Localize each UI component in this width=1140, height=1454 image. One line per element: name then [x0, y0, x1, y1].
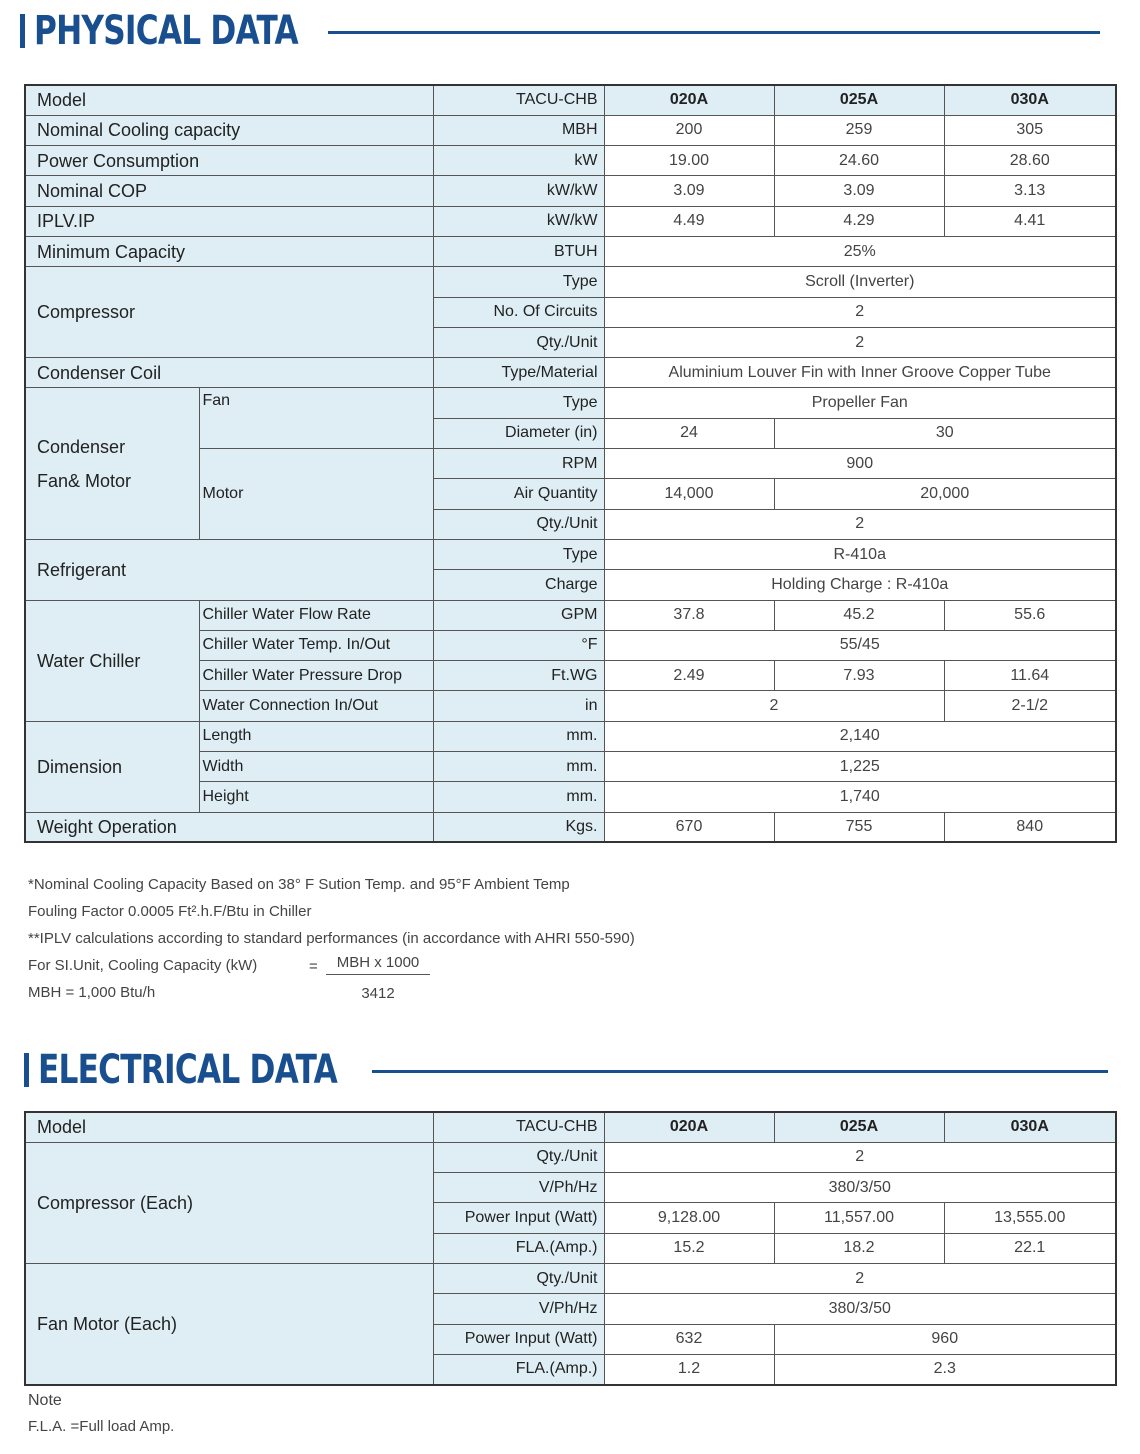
table-row	[25, 236, 1116, 266]
cell-value: 900	[604, 449, 1116, 479]
cell-value: 2	[604, 509, 1116, 539]
cell-value: 259	[774, 115, 944, 145]
model-025a: 025A	[774, 85, 944, 115]
cell-value: 2-1/2	[944, 691, 1116, 721]
cell-value: 4.29	[774, 206, 944, 236]
cell-value: 380/3/50	[604, 1294, 1116, 1324]
table-row	[25, 206, 1116, 236]
physical-data-header	[20, 6, 1120, 56]
cell-value: 2	[604, 691, 944, 721]
width-label: Width	[199, 752, 433, 782]
chiller-pd-label: Chiller Water Pressure Drop	[199, 661, 433, 691]
nominal-cooling-label: Nominal Cooling capacity	[25, 115, 433, 145]
cell-value: 755	[774, 812, 944, 842]
physical-data-title: PHYSICAL DATA	[34, 8, 298, 54]
compressor-qty-unit: Qty./Unit	[433, 327, 604, 357]
cell-value: 20,000	[774, 479, 1116, 509]
table-row	[25, 812, 1116, 842]
chiller-flow-label: Chiller Water Flow Rate	[199, 600, 433, 630]
compressor-label: Compressor	[25, 267, 433, 358]
note-line: *Nominal Cooling Capacity Based on 38° F Sution Temp. and 95°F Ambient Temp	[28, 876, 570, 893]
cell-value: 2.3	[774, 1354, 1116, 1384]
section-bar-icon	[24, 1053, 29, 1087]
cell-value: 380/3/50	[604, 1173, 1116, 1203]
comp-fla-unit: FLA.(Amp.)	[433, 1233, 604, 1263]
cell-value: 22.1	[944, 1233, 1116, 1263]
iplv-label: IPLV.IP	[25, 206, 433, 236]
cell-value: 11.64	[944, 661, 1116, 691]
cell-value: 200	[604, 115, 774, 145]
min-capacity-unit: BTUH	[433, 236, 604, 266]
compressor-each-label: Compressor (Each)	[25, 1142, 433, 1263]
table-row	[25, 115, 1116, 145]
weight-unit: Kgs.	[433, 812, 604, 842]
cell-value: 9,128.00	[604, 1203, 774, 1233]
cell-value: 2.49	[604, 661, 774, 691]
condenser-fan-label-line2: Fan& Motor	[37, 470, 132, 491]
table-row	[25, 1263, 1116, 1293]
table-row	[25, 721, 1116, 751]
cell-value: 670	[604, 812, 774, 842]
condenser-coil-unit: Type/Material	[433, 358, 604, 388]
model-020a: 020A	[604, 85, 774, 115]
height-label: Height	[199, 782, 433, 812]
table-row	[25, 539, 1116, 569]
cell-value: 3.13	[944, 176, 1116, 206]
note-line: MBH = 1,000 Btu/h	[28, 984, 156, 1001]
cell-value: 11,557.00	[774, 1203, 944, 1233]
table-row	[25, 1142, 1116, 1172]
chiller-conn-label: Water Connection In/Out	[199, 691, 433, 721]
table-row	[25, 388, 1116, 418]
section-rule	[328, 31, 1100, 34]
motor-qty-unit: Qty./Unit	[433, 509, 604, 539]
note-text: F.L.A. =Full load Amp.	[28, 1418, 175, 1435]
electrical-note	[28, 1388, 174, 1440]
condenser-coil-label: Condenser Coil	[25, 358, 433, 388]
cell-value: 24	[604, 418, 774, 448]
power-consumption-unit: kW	[433, 146, 604, 176]
motor-air-unit: Air Quantity	[433, 479, 604, 509]
chiller-flow-unit: GPM	[433, 600, 604, 630]
cell-value: Scroll (Inverter)	[604, 267, 1116, 297]
electrical-data-header	[24, 1045, 1124, 1095]
cell-value: 28.60	[944, 146, 1116, 176]
chiller-temp-label: Chiller Water Temp. In/Out	[199, 630, 433, 660]
formula-denominator: 3412	[361, 985, 395, 1002]
cell-value: 3.09	[604, 176, 774, 206]
table-row	[25, 146, 1116, 176]
note-title: Note	[28, 1392, 62, 1409]
fan-sub-label: Fan	[199, 388, 433, 449]
compressor-circuits-unit: No. Of Circuits	[433, 297, 604, 327]
cell-value: 13,555.00	[944, 1203, 1116, 1233]
cell-value: 55.6	[944, 600, 1116, 630]
fan-fla-unit: FLA.(Amp.)	[433, 1354, 604, 1384]
height-unit: mm.	[433, 782, 604, 812]
model-025a: 025A	[774, 1112, 944, 1142]
table-header-row	[25, 1112, 1116, 1142]
nominal-cop-unit: kW/kW	[433, 176, 604, 206]
condenser-fan-label	[25, 388, 199, 539]
dimension-label: Dimension	[25, 721, 199, 812]
note-line: Fouling Factor 0.0005 Ft².h.F/Btu in Chiller	[28, 903, 312, 920]
model-label: Model	[25, 1112, 433, 1142]
table-row	[25, 176, 1116, 206]
formula-numerator: MBH x 1000	[326, 954, 430, 975]
cell-value: 7.93	[774, 661, 944, 691]
cell-value: Holding Charge : R-410a	[604, 570, 1116, 600]
refrigerant-charge-unit: Charge	[433, 570, 604, 600]
cell-value: 3.09	[774, 176, 944, 206]
water-chiller-label: Water Chiller	[25, 600, 199, 721]
model-020a: 020A	[604, 1112, 774, 1142]
table-header-row	[25, 85, 1116, 115]
cell-value: 2	[604, 297, 1116, 327]
condenser-fan-label-line1: Condenser	[37, 436, 126, 457]
series-label: TACU-CHB	[433, 85, 604, 115]
model-label: Model	[25, 85, 433, 115]
iplv-unit: kW/kW	[433, 206, 604, 236]
weight-label: Weight Operation	[25, 812, 433, 842]
cell-value: 1,225	[604, 752, 1116, 782]
series-label: TACU-CHB	[433, 1112, 604, 1142]
formula-equals: =	[309, 958, 318, 975]
chiller-temp-unit: °F	[433, 630, 604, 660]
chiller-conn-unit: in	[433, 691, 604, 721]
cell-value: 24.60	[774, 146, 944, 176]
electrical-data-title: ELECTRICAL DATA	[38, 1047, 338, 1093]
cell-value: 25%	[604, 236, 1116, 266]
fan-qty-unit: Qty./Unit	[433, 1263, 604, 1293]
section-rule	[372, 1070, 1108, 1073]
cell-value: 2	[604, 327, 1116, 357]
cell-value: R-410a	[604, 539, 1116, 569]
cell-value: 14,000	[604, 479, 774, 509]
model-030a: 030A	[944, 1112, 1116, 1142]
length-unit: mm.	[433, 721, 604, 751]
cell-value: 18.2	[774, 1233, 944, 1263]
motor-rpm-unit: RPM	[433, 449, 604, 479]
fan-vph-unit: V/Ph/Hz	[433, 1294, 604, 1324]
table-row	[25, 600, 1116, 630]
min-capacity-label: Minimum Capacity	[25, 236, 433, 266]
cell-value: 960	[774, 1324, 1116, 1354]
refrigerant-type-unit: Type	[433, 539, 604, 569]
electrical-data-table	[24, 1111, 1117, 1386]
physical-data-table	[24, 84, 1117, 843]
fan-type-unit: Type	[433, 388, 604, 418]
cell-value: 632	[604, 1324, 774, 1354]
model-030a: 030A	[944, 85, 1116, 115]
cell-value: 4.49	[604, 206, 774, 236]
cell-value: 1,740	[604, 782, 1116, 812]
length-label: Length	[199, 721, 433, 751]
fan-diameter-unit: Diameter (in)	[433, 418, 604, 448]
width-unit: mm.	[433, 752, 604, 782]
table-row	[25, 358, 1116, 388]
cell-value: 19.00	[604, 146, 774, 176]
table-row	[25, 267, 1116, 297]
nominal-cooling-unit: MBH	[433, 115, 604, 145]
note-line: For SI.Unit, Cooling Capacity (kW)	[28, 957, 258, 974]
cell-value: 15.2	[604, 1233, 774, 1263]
comp-power-unit: Power Input (Watt)	[433, 1203, 604, 1233]
power-consumption-label: Power Consumption	[25, 146, 433, 176]
comp-vph-unit: V/Ph/Hz	[433, 1173, 604, 1203]
cell-value: 2,140	[604, 721, 1116, 751]
section-bar-icon	[20, 14, 25, 48]
cell-value: 2	[604, 1263, 1116, 1293]
cell-value: 1.2	[604, 1354, 774, 1384]
refrigerant-label: Refrigerant	[25, 539, 433, 600]
cell-value: 305	[944, 115, 1116, 145]
cell-value: 30	[774, 418, 1116, 448]
cell-value: Propeller Fan	[604, 388, 1116, 418]
cell-value: 55/45	[604, 630, 1116, 660]
motor-sub-label: Motor	[199, 449, 433, 540]
cell-value: 37.8	[604, 600, 774, 630]
fan-motor-each-label: Fan Motor (Each)	[25, 1263, 433, 1384]
nominal-cop-label: Nominal COP	[25, 176, 433, 206]
cell-value: 45.2	[774, 600, 944, 630]
cell-value: 4.41	[944, 206, 1116, 236]
comp-qty-unit: Qty./Unit	[433, 1142, 604, 1172]
note-line: **IPLV calculations according to standard performances (in accordance with AHRI 550-590)	[28, 930, 635, 947]
fan-power-unit: Power Input (Watt)	[433, 1324, 604, 1354]
cell-value: 840	[944, 812, 1116, 842]
cell-value: 2	[604, 1142, 1116, 1172]
compressor-type-unit: Type	[433, 267, 604, 297]
cell-value: Aluminium Louver Fin with Inner Groove Copper Tube	[604, 358, 1116, 388]
chiller-pd-unit: Ft.WG	[433, 661, 604, 691]
